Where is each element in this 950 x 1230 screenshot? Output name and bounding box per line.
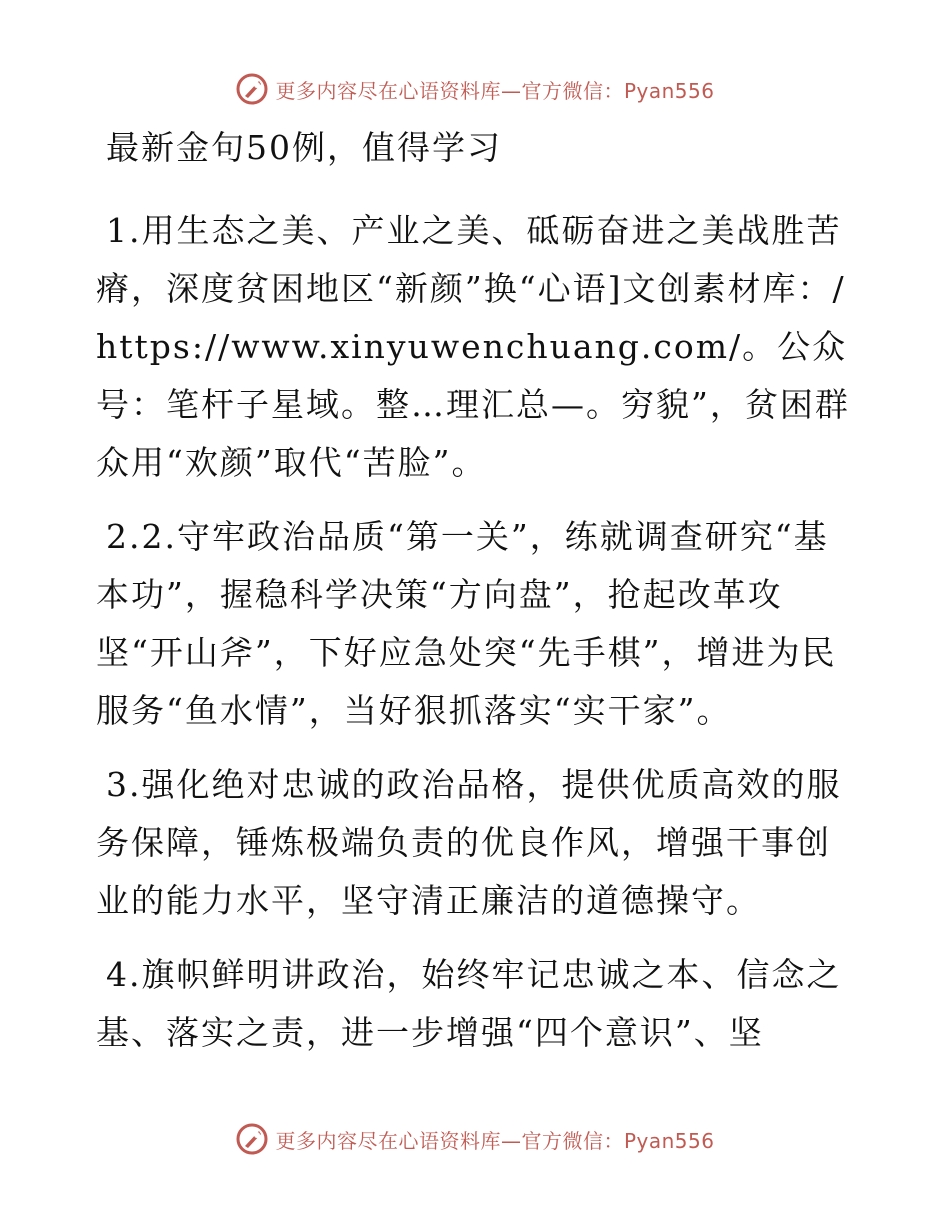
- watermark-text: 更多内容尽在心语资料库—官方微信：Pyan556: [275, 78, 715, 103]
- document-body: [96, 124, 856, 1078]
- paragraph-2: 2.2.守牢政治品质“第一关”，练就调查研究“基本功”，握稳科学决策“方向盘”，抢起改革攻坚“开山斧”，下好应急处突“先手棋”，增进为民服务“鱼水情”，当好狠抓落实“实干家”。: [96, 517, 837, 730]
- header-watermark: [0, 72, 950, 106]
- quill-logo-icon: [235, 1122, 269, 1156]
- footer-watermark: [0, 1122, 950, 1156]
- paragraph-1: 1.用生态之美、产业之美、砥砺奋进之美战胜苦瘠，深度贫困地区“新颜”换“心语]文创素材库：/https://www.xinyuwenchuang.com/。公众号：笔杆子星域。整…理汇总—。穷貌”，贫困群众用“欢颜”取代“苦脸”。: [96, 211, 850, 482]
- watermark-text: 更多内容尽在心语资料库—官方微信：Pyan556: [275, 1128, 715, 1153]
- document-title: 最新金句50例，值得学习: [106, 128, 502, 167]
- paragraph-4: 4.旗帜鲜明讲政治，始终牢记忠诚之本、信念之基、落实之责，进一步增强“四个意识”、坚: [96, 955, 842, 1052]
- quill-logo-icon: [235, 72, 269, 106]
- paragraph-3: 3.强化绝对忠诚的政治品格，提供优质高效的服务保障，锤炼极端负责的优良作风，增强干事创业的能力水平，坚守清正廉洁的道德操守。: [96, 765, 842, 920]
